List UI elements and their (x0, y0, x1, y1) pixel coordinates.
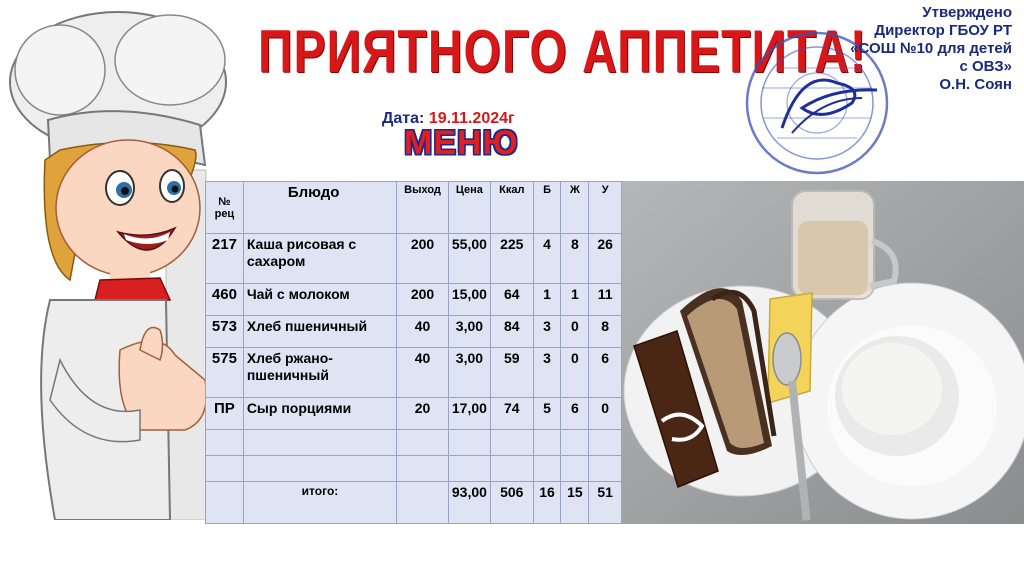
header-b: Б (533, 182, 561, 234)
header-dish: Блюдо (243, 182, 396, 234)
date-label: Дата: (382, 110, 425, 127)
cell-kcal: 74 (490, 398, 533, 430)
table-header-row (206, 182, 622, 234)
cell-b: 5 (533, 398, 561, 430)
cell-u: 0 (589, 398, 622, 430)
cell-b: 3 (533, 348, 561, 398)
cell-code: ПР (206, 398, 244, 430)
cell-dish: Сыр порциями (243, 398, 396, 430)
table-row (206, 284, 622, 316)
cell-dish: Хлеб ржано-пшеничный (243, 348, 396, 398)
total-label: итого: (243, 482, 396, 524)
cell-output: 200 (397, 234, 449, 284)
table-row-empty (206, 456, 622, 482)
cell-code: 217 (206, 234, 244, 284)
table-row (206, 316, 622, 348)
cell-code: 575 (206, 348, 244, 398)
cell-output: 40 (397, 348, 449, 398)
header-output: Выход (397, 182, 449, 234)
menu-table (205, 181, 622, 524)
cell-dish: Хлеб пшеничный (243, 316, 396, 348)
cell-kcal: 59 (490, 348, 533, 398)
cell-zh: 0 (561, 348, 589, 398)
approval-line: Утверждено (922, 4, 1012, 21)
cell-price: 15,00 (448, 284, 490, 316)
cell-zh: 1 (561, 284, 589, 316)
table-total-row (206, 482, 622, 524)
meal-photo (622, 181, 1024, 524)
approval-line: «СОШ №10 для детей (850, 40, 1012, 57)
cell-code: 573 (206, 316, 244, 348)
cell-price: 55,00 (448, 234, 490, 284)
cell-u: 6 (589, 348, 622, 398)
cell-output: 20 (397, 398, 449, 430)
header-price: Цена (448, 182, 490, 234)
cell-kcal: 64 (490, 284, 533, 316)
cell-output: 40 (397, 316, 449, 348)
cell-u: 11 (589, 284, 622, 316)
cell-code: 460 (206, 284, 244, 316)
cell-u: 26 (589, 234, 622, 284)
cell-b: 3 (533, 316, 561, 348)
cell-price: 3,00 (448, 348, 490, 398)
header-u: У (589, 182, 622, 234)
approval-line: О.Н. Соян (939, 76, 1012, 93)
table-row (206, 234, 622, 284)
total-b: 16 (533, 482, 561, 524)
approval-line: с ОВЗ» (959, 58, 1012, 75)
cell-dish: Чай с молоком (243, 284, 396, 316)
total-zh: 15 (561, 482, 589, 524)
header-code: № рец (206, 182, 244, 234)
menu-title: МЕНЮ (404, 124, 519, 162)
total-price: 93,00 (448, 482, 490, 524)
cell-output: 200 (397, 284, 449, 316)
cell-kcal: 84 (490, 316, 533, 348)
header-zh: Ж (561, 182, 589, 234)
cell-dish: Каша рисовая с сахаром (243, 234, 396, 284)
cell-b: 1 (533, 284, 561, 316)
banner-title: ПРИЯТНОГО АППЕТИТА! (258, 19, 867, 86)
cell-price: 17,00 (448, 398, 490, 430)
total-u: 51 (589, 482, 622, 524)
cell-u: 8 (589, 316, 622, 348)
total-kcal: 506 (490, 482, 533, 524)
header-kcal: Ккал (490, 182, 533, 234)
cell-kcal: 225 (490, 234, 533, 284)
cell-zh: 6 (561, 398, 589, 430)
table-row (206, 348, 622, 398)
approval-block (780, 4, 1012, 94)
table-row-empty (206, 430, 622, 456)
cell-b: 4 (533, 234, 561, 284)
date-value: 19.11.2024г (428, 110, 515, 127)
cell-zh: 0 (561, 316, 589, 348)
approval-line: Директор ГБОУ РТ (874, 22, 1012, 39)
table-row (206, 398, 622, 430)
cell-price: 3,00 (448, 316, 490, 348)
cell-zh: 8 (561, 234, 589, 284)
